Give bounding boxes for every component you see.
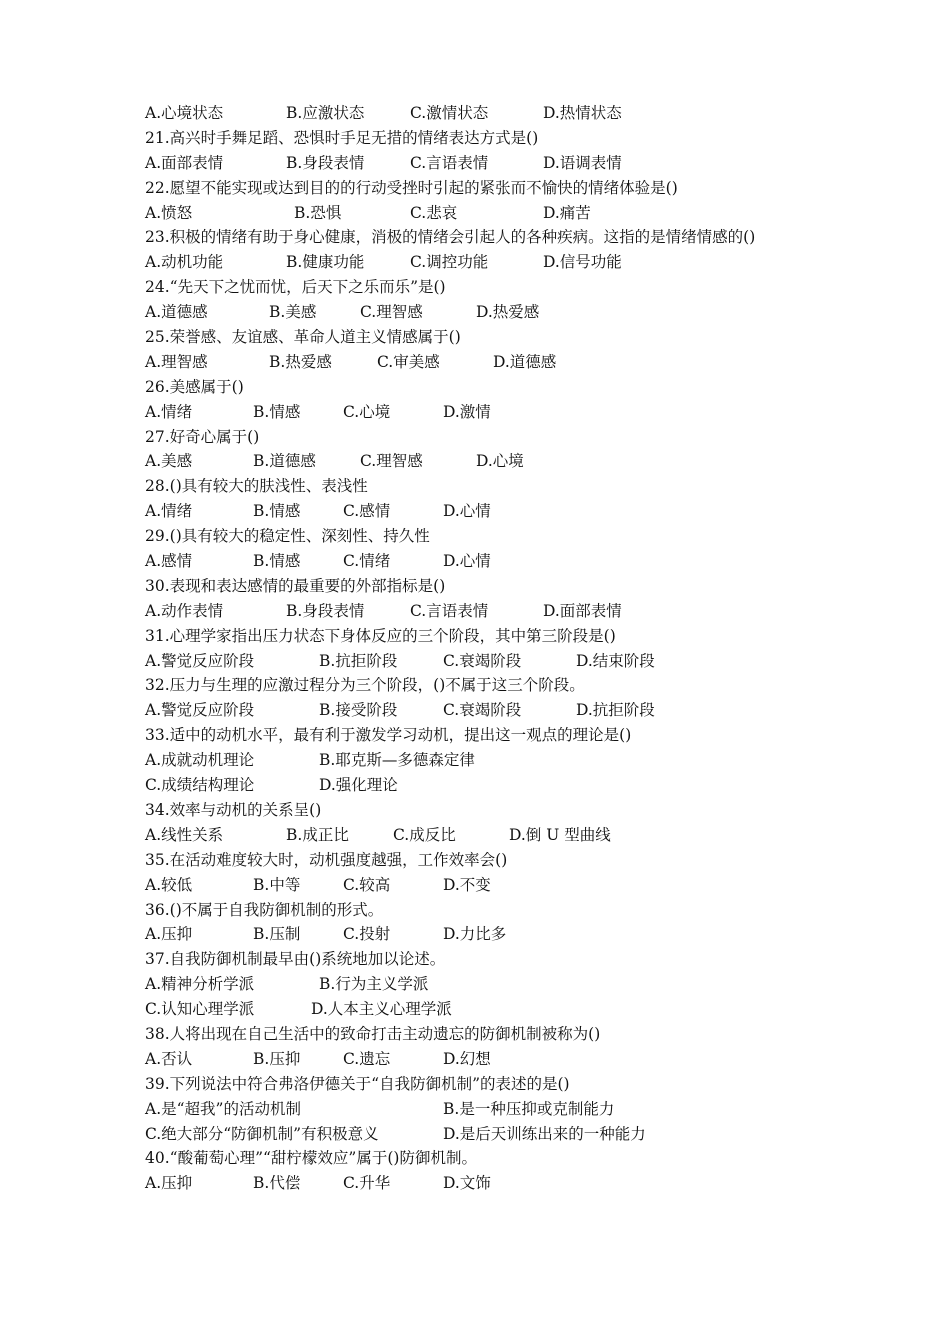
answer-option: B.健康功能 — [286, 253, 365, 272]
question-text: 25.荣誉感、友谊感、革命人道主义情感属于() — [145, 328, 461, 347]
answer-options-row — [145, 350, 845, 375]
answer-option: A.情绪 — [145, 502, 193, 521]
question-text: 36.()不属于自我防御机制的形式。 — [145, 900, 384, 919]
answer-option: B.成正比 — [286, 825, 349, 844]
question-text: 33.适中的动机水平，最有利于激发学习动机，提出这一观点的理论是() — [145, 726, 632, 745]
answer-options-row — [145, 972, 845, 997]
answer-option: B.道德感 — [253, 452, 316, 471]
answer-options-row — [145, 698, 845, 723]
answer-option: B.身段表情 — [286, 601, 365, 620]
answer-option: B.情感 — [253, 552, 301, 571]
answer-option: C.悲哀 — [410, 203, 458, 222]
answer-option: A.压抑 — [145, 1174, 193, 1193]
answer-option: B.接受阶段 — [319, 701, 398, 720]
answer-option: A.感情 — [145, 552, 193, 571]
answer-option: B.情感 — [253, 502, 301, 521]
answer-options-row — [145, 748, 845, 773]
answer-option: D.文饰 — [443, 1174, 491, 1193]
answer-options-row — [145, 151, 845, 176]
answer-option: B.耶克斯—多德森定律 — [319, 751, 475, 770]
answer-option: D.人本主义心理学派 — [311, 1000, 452, 1019]
answer-option: A.线性关系 — [145, 825, 224, 844]
question-text: 40.“酸葡萄心理”“甜柠檬效应”属于()防御机制。 — [145, 1149, 477, 1168]
question-text: 37.自我防御机制最早由()系统地加以论述。 — [145, 950, 446, 969]
answer-option: B.身段表情 — [286, 153, 365, 172]
answer-options-row — [145, 1047, 845, 1072]
answer-option: B.中等 — [253, 875, 301, 894]
answer-option: A.美感 — [145, 452, 193, 471]
answer-option: A.面部表情 — [145, 153, 224, 172]
answer-option: C.成绩结构理论 — [145, 776, 255, 795]
answer-options-row — [145, 549, 845, 574]
answer-option: A.情绪 — [145, 402, 193, 421]
answer-option: B.代偿 — [253, 1174, 301, 1193]
answer-option: C.理智感 — [360, 452, 423, 471]
answer-option: C.遗忘 — [343, 1049, 391, 1068]
answer-option: A.动作表情 — [145, 601, 224, 620]
answer-options-row — [145, 922, 845, 947]
question-text: 29.()具有较大的稳定性、深刻性、持久性 — [145, 527, 430, 546]
answer-option: D.语调表情 — [543, 153, 622, 172]
question-text: 39.下列说法中符合弗洛伊德关于“自我防御机制”的表述的是() — [145, 1074, 570, 1093]
answer-option: C.激情状态 — [410, 104, 489, 122]
question-text: 23.积极的情绪有助于身心健康，消极的情绪会引起人的各种疾病。这指的是情绪情感的() — [145, 228, 756, 247]
question-text: 24.“先天下之忧而忧，后天下之乐而乐”是() — [145, 278, 446, 297]
answer-options-row — [145, 499, 845, 524]
answer-option: D.激情 — [443, 402, 491, 421]
question-text: 34.效率与动机的关系呈() — [145, 800, 322, 819]
answer-option: B.美感 — [269, 303, 317, 322]
answer-options-row — [145, 101, 845, 126]
answer-option: D.倒 U 型曲线 — [509, 825, 611, 844]
answer-option: A.精神分析学派 — [145, 975, 255, 994]
answer-option: B.行为主义学派 — [319, 975, 429, 994]
answer-option: C.认知心理学派 — [145, 1000, 255, 1019]
question-text: 30.表现和表达感情的最重要的外部指标是() — [145, 576, 446, 595]
answer-option: B.压抑 — [253, 1049, 301, 1068]
answer-options-row — [145, 1122, 845, 1147]
question-text: 22.愿望不能实现或达到目的的行动受挫时引起的紧张而不愉快的情绪体验是() — [145, 178, 678, 197]
question-text: 38.人将出现在自己生活中的致命打击主动遗忘的防御机制被称为() — [145, 1024, 601, 1043]
answer-option: A.成就动机理论 — [145, 751, 255, 770]
question-text: 35.在活动难度较大时，动机强度越强，工作效率会() — [145, 850, 508, 869]
answer-option: C.言语表情 — [410, 601, 489, 620]
question-text: 27.好奇心属于() — [145, 427, 260, 446]
answer-option: C.感情 — [343, 502, 391, 521]
question-text: 21.高兴时手舞足蹈、恐惧时手足无措的情绪表达方式是() — [145, 128, 539, 147]
answer-option: C.成反比 — [393, 825, 456, 844]
answer-option: C.升华 — [343, 1174, 391, 1193]
answer-options-row — [145, 300, 845, 325]
answer-option: A.心境状态 — [145, 104, 224, 122]
answer-option: D.痛苦 — [543, 203, 591, 222]
answer-option: B.情感 — [253, 402, 301, 421]
answer-option: C.理智感 — [360, 303, 423, 322]
answer-option: B.压制 — [253, 925, 301, 944]
answer-option: D.信号功能 — [543, 253, 622, 272]
answer-option: D.结束阶段 — [576, 651, 655, 670]
answer-option: C.衰竭阶段 — [443, 701, 522, 720]
answer-option: B.抗拒阶段 — [319, 651, 398, 670]
answer-option: C.言语表情 — [410, 153, 489, 172]
answer-option: D.心情 — [443, 502, 491, 521]
answer-option: C.情绪 — [343, 552, 391, 571]
answer-option: D.面部表情 — [543, 601, 622, 620]
answer-option: D.心境 — [476, 452, 524, 471]
answer-option: C.衰竭阶段 — [443, 651, 522, 670]
answer-option: A.动机功能 — [145, 253, 224, 272]
answer-option: A.是“超我”的活动机制 — [145, 1099, 301, 1118]
answer-options-row — [145, 449, 845, 474]
answer-option: A.警觉反应阶段 — [145, 701, 255, 720]
question-text: 31.心理学家指出压力状态下身体反应的三个阶段，其中第三阶段是() — [145, 626, 616, 645]
answer-option: D.幻想 — [443, 1049, 491, 1068]
answer-option: D.道德感 — [493, 352, 557, 371]
answer-option: B.热爱感 — [269, 352, 332, 371]
answer-option: D.力比多 — [443, 925, 507, 944]
answer-option: A.道德感 — [145, 303, 208, 322]
question-text: 26.美感属于() — [145, 377, 244, 396]
question-text: 32.压力与生理的应激过程分为三个阶段，()不属于这三个阶段。 — [145, 676, 585, 695]
answer-option: C.调控功能 — [410, 253, 489, 272]
answer-options-row — [145, 400, 845, 425]
answer-option: A.否认 — [145, 1049, 193, 1068]
answer-options-row — [145, 873, 845, 898]
answer-options-row — [145, 823, 845, 848]
answer-option: A.压抑 — [145, 925, 193, 944]
answer-option: D.强化理论 — [319, 776, 398, 795]
answer-option: B.应激状态 — [286, 104, 365, 122]
answer-options-row — [145, 997, 845, 1022]
answer-option: D.是后天训练出来的一种能力 — [443, 1124, 646, 1143]
answer-option: D.不变 — [443, 875, 491, 894]
answer-option: D.心情 — [443, 552, 491, 571]
answer-options-row — [145, 649, 845, 674]
answer-option: A.警觉反应阶段 — [145, 651, 255, 670]
answer-option: C.绝大部分“防御机制”有积极意义 — [145, 1124, 379, 1143]
answer-options-row — [145, 250, 845, 275]
answer-option: C.投射 — [343, 925, 391, 944]
answer-option: B.恐惧 — [294, 203, 342, 222]
answer-option: C.审美感 — [377, 352, 440, 371]
answer-option: C.心境 — [343, 402, 391, 421]
answer-options-row — [145, 1097, 845, 1122]
answer-options-row — [145, 1171, 845, 1196]
answer-option: A.较低 — [145, 875, 193, 894]
answer-options-row — [145, 599, 845, 624]
answer-option: C.较高 — [343, 875, 391, 894]
answer-option: A.愤怒 — [145, 203, 193, 222]
answer-option: B.是一种压抑或克制能力 — [443, 1099, 615, 1118]
question-list — [145, 101, 845, 1196]
answer-option: A.理智感 — [145, 352, 208, 371]
answer-options-row — [145, 201, 845, 226]
answer-option: D.抗拒阶段 — [576, 701, 655, 720]
question-text: 28.()具有较大的肤浅性、表浅性 — [145, 477, 368, 496]
answer-options-row — [145, 773, 845, 798]
answer-option: D.热情状态 — [543, 104, 622, 122]
answer-option: D.热爱感 — [476, 303, 540, 322]
